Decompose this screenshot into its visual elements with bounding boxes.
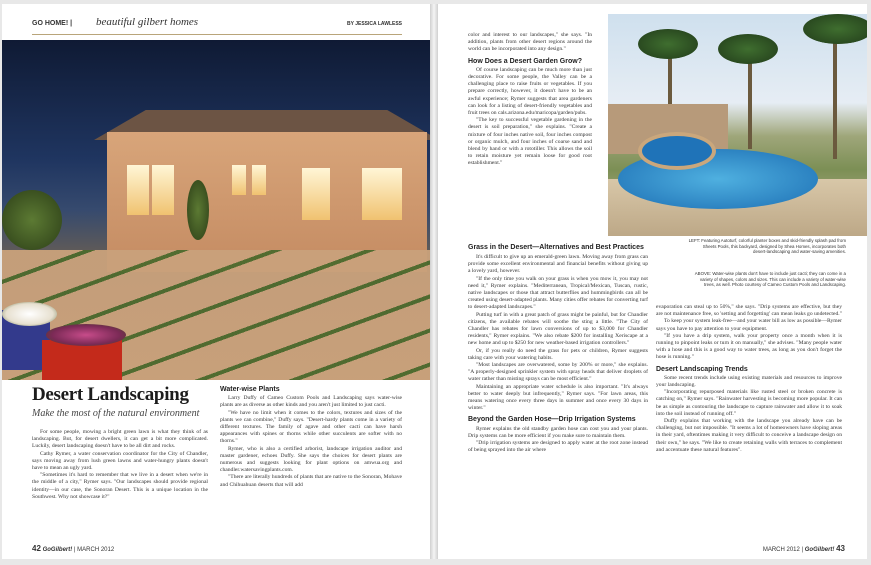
paragraph: color and interest to our landscapes," she says. "In addition, plants from other desert regions around the world can be incorporated into any design."	[468, 32, 592, 53]
article-subtitle: Make the most of the natural environment	[32, 408, 200, 419]
page-header	[32, 14, 402, 35]
paragraph: Rymer explains the old standby garden hose can cost you and your plants. Drip systems can be more efficient if you make sure to maintain them.	[468, 425, 648, 439]
photo-window	[127, 165, 149, 215]
paragraph: "The key to successful vegetable gardening in the desert is soil preparation," she explains. "Create a mixture of four inches native soil, four inches compost or organic mulch, and four inches of coarse sand and blend by hand or with a rototiller. This allows the soil to retain moisture yet remain loose for good root establishment."	[468, 117, 592, 167]
paragraph: "We have no limit when it comes to the colors, textures and sizes of the plants we can combine," Duffy says. "Desert-hardy plants come in a variety of different textures. The family of agave and other cacti can have harsh appearances with spines or thorns while other succulents are softer with no thorns."	[220, 409, 402, 445]
right-column-1	[468, 32, 592, 168]
paragraph: Maintaining an appropriate water schedule is also important. "It's always better to water deeply but infrequently," Rymer says. "For lawn areas, this means watering once every three days in summer and once every 30 days in winter."	[468, 383, 648, 412]
paragraph: Cathy Rymer, a water conservation coordinator for the City of Chandler, says moving away from lush green lawns and water-hungry plants doesn't have to mean an ugly yard.	[32, 450, 208, 472]
paragraph: "There are literally hundreds of plants that are native to the Sonoran, Mohave and Chihuahuan deserts that will add	[220, 474, 402, 488]
page-number: 42	[32, 544, 41, 553]
right-wide-section	[468, 240, 704, 253]
left-column-1	[32, 429, 208, 501]
photo-caption-above: ABOVE: Water-wise plants don't have to include just cacti; they can come in a variety of shapes, colors and sizes. This can include a variety of water-wise trees, as well. Photo courtesy of Cameo Custom Pools and Landscaping.	[694, 271, 846, 288]
left-column-2	[220, 382, 402, 489]
footer-date: MARCH 2012	[762, 547, 800, 553]
right-column-1-lower	[468, 254, 648, 454]
footer-brand: GoGilbert!	[804, 547, 835, 553]
left-footer: 42 GoGilbert! | MARCH 2012	[32, 544, 115, 553]
photo-window	[252, 165, 266, 195]
photo-shrub	[2, 190, 62, 250]
photo-palm-trunk	[833, 29, 837, 159]
section-label: GO HOME! |	[32, 20, 73, 27]
section-heading: Desert Landscaping Trends	[656, 365, 748, 373]
article-title: Desert Landscaping	[32, 384, 189, 405]
photo-white-flowers	[2, 302, 57, 326]
pool-photo	[608, 14, 867, 236]
photo-palm-fronds	[718, 34, 778, 64]
hero-photo-backyard	[2, 40, 430, 380]
paragraph: "Sometimes it's hard to remember that we live in a desert when we're in the middle of a city," Rymer says. "Our landscapes should provide regional identity—in our case, the Sonoran Desert. This is a unique location in the Southwest. Why not showcase it?"	[32, 472, 208, 500]
series-title: beautiful gilbert homes	[96, 16, 199, 28]
photo-window	[152, 165, 174, 215]
section-heading: Grass in the Desert—Alternatives and Best Practices	[468, 244, 644, 251]
photo-shrub	[187, 180, 209, 240]
right-footer: MARCH 2012 | GoGilbert! 43	[762, 544, 845, 553]
page-number: 43	[836, 544, 845, 553]
paragraph: "If you have a drip system, walk your property once a month when it is running to pinpoint leaks or turn it on manually," she advises. "Many people water with a hose and this is a good way to water trees, as long as you don't forget the hose is running."	[656, 332, 842, 361]
section-heading: How Does a Desert Garden Grow?	[468, 57, 582, 65]
footer-brand: GoGilbert!	[42, 547, 73, 553]
photo-palm-fronds	[803, 14, 867, 44]
paragraph: Larry Duffy of Cameo Custom Pools and Landscaping says water-wise plants are as diverse as other kinds and you aren't just limited to just cacti.	[220, 395, 402, 409]
paragraph: To keep your system leak-free—and your water bill as low as possible—Rymer says you have to pay attention to your equipment.	[656, 318, 842, 332]
section-heading: Beyond the Garden Hose—Drip Irrigation Systems	[468, 416, 636, 424]
paragraph: Some recent trends include using existing materials and resources to improve your landscaping.	[656, 374, 842, 389]
photo-red-planter	[42, 340, 122, 380]
right-page	[438, 4, 867, 559]
photo-palm-fronds	[638, 29, 698, 59]
paragraph: It's difficult to give up an emerald-green lawn. Moving away from grass can provide some excellent environmental and financial benefits without giving up a lovely yard, however.	[468, 254, 648, 275]
byline: BY JESSICA LAWLESS	[346, 21, 402, 27]
paragraph: "Drip irrigation systems are designed to apply water at the root zone instead of being sprayed into the air where	[468, 440, 648, 454]
page-gutter	[430, 4, 438, 559]
paragraph: Duffy explains that working with the landscape you already have can be challenging, but not impossible. "It seems a lot of homeowners have sloping areas in their yard, oftentimes making it very difficult to conceive a landscape design on their own," he says. "We like to create retaining walls with terraces to complement and accentuate these natural features".	[656, 418, 842, 453]
paragraph: evaporation can steal up to 50%," she says. "Drip systems are effective, but they are not maintenance free, so 'setting and forgetting' can mean leaks go undetected."	[656, 304, 842, 318]
right-column-2	[656, 304, 842, 454]
photo-spa	[638, 132, 716, 170]
paragraph: "Most landscapes are overwatered, some by 200% or more," she explains. "A properly-designed sprinkler system with spray heads that deliver droplets of water rather than misting sprays can be most efficient."	[468, 362, 648, 383]
left-page	[2, 4, 430, 559]
photo-caption-left: LEFT: Featuring Autoturf, colorful planter boxes and skid-friendly splash pad from Sheets Pools, this backyard, designed by Shea Homes, incorporates both desert-landscaping and water-saving amenities.	[688, 238, 846, 255]
paragraph: "If the only time you walk on your grass is when you mow it, you may not need it," Rymer explains. "Mediterranean, Tropical/Mexican, Tuscan, rustic, native landscapes or those that attract butterflies and hummingbirds can all be created using desert-adapted plants. Many cities offer rebates for converting turf to desert-adapted landscapes."	[468, 275, 648, 311]
paragraph: Putting turf in with a great patch of grass might be painful, but for Chandler citizens, the available rebates will soothe the sting a little. "The City of Chandler has rebates for lawn conversions of up to $3,000 for Chandler residents," Rymer explains. "We also rebate $200 for installing Xeriscape at a new home and up to $250 for new weather-based irrigation controllers."	[468, 311, 648, 347]
paragraph: "Incorporating repurposed materials like rusted steel or broken concrete is catching on," Rymer says. "Rainwater harvesting is becoming more popular. It can be as simple as contouring the landscape to capture rainwater and allow it to soak into the soil instead of running off."	[656, 389, 842, 417]
paragraph: Of course landscaping can be much more than just decorative. For some people, the Valley can be a challenging place to raise fruits or vegetables. If you prepare correctly, however, it doesn't have to be an awful experience; Rymer suggests that area gardeners can look for a listing of desert-friendly vegetables and fruit trees on cals.arizona.edu/maricopa/garden/pubs.	[468, 66, 592, 117]
footer-date: MARCH 2012	[77, 547, 115, 553]
photo-window	[362, 168, 402, 220]
paragraph: Rymer, who is also a certified arborist, landscape irrigation auditor and master gardener, echoes Duffy. She says the choices for desert plants are numerous and suggests looking for plant options on amwua.org and chandler.watersavingplants.com.	[220, 445, 402, 474]
section-heading: Water-wise Plants	[220, 386, 280, 393]
paragraph: Or, if you really do need the grass for pets or children, Rymer suggests taking care with your watering habits.	[468, 347, 648, 361]
photo-pink-flowers	[46, 324, 126, 346]
photo-window	[232, 165, 246, 195]
paragraph: For some people, mowing a bright green lawn is what they think of as landscaping. But, for desert dwellers, it can get a bit more complicated. Luckily, desert landscaping doesn't have to be all dirt and rocks.	[32, 429, 208, 450]
photo-window	[302, 168, 330, 220]
photo-palm-trunk	[748, 49, 752, 149]
